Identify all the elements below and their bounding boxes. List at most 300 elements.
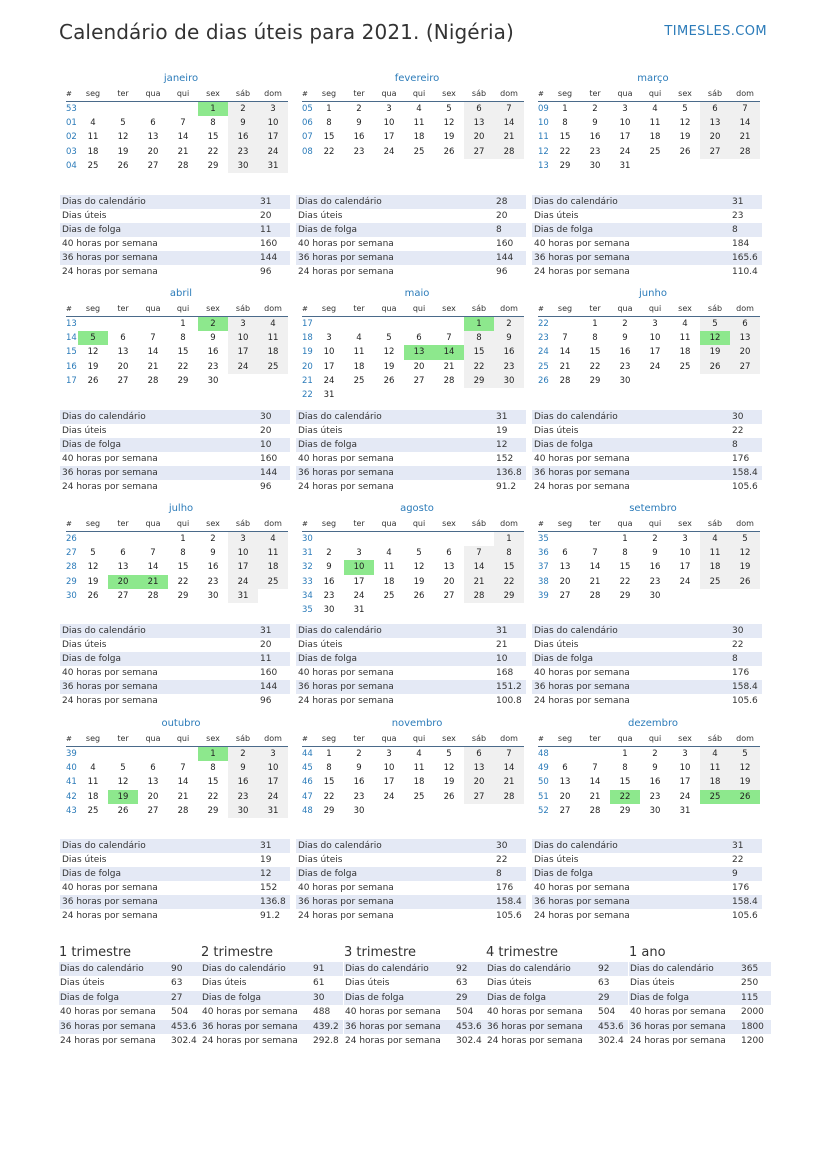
month-table	[66, 731, 288, 818]
stat-row	[60, 237, 290, 251]
stat-row	[60, 466, 290, 480]
day-cell	[700, 374, 730, 388]
day-cell	[168, 747, 198, 762]
day-cell: 19	[117, 146, 129, 157]
day-cell: 17	[383, 132, 395, 143]
weekday-header: dom	[730, 301, 760, 317]
stat-label: 40 horas por semana	[62, 883, 158, 893]
day-cell: 23	[228, 790, 258, 804]
stat-value: 176	[496, 883, 514, 893]
holiday-cell: 1	[464, 317, 494, 332]
stat-row	[532, 624, 762, 638]
day-cell: 5	[416, 548, 422, 559]
day-cell: 21	[730, 130, 760, 144]
day-cell: 19	[730, 775, 760, 789]
day-cell: 17	[679, 777, 691, 788]
month-table	[302, 86, 524, 159]
day-cell	[374, 388, 404, 402]
week-number: 10	[538, 118, 549, 129]
stat-row	[60, 694, 290, 708]
stat-row	[296, 895, 526, 909]
day-cell: 14	[494, 116, 524, 130]
stat-value: 20	[496, 211, 508, 221]
day-cell: 3	[258, 747, 288, 762]
day-cell: 29	[619, 590, 631, 601]
stat-row	[60, 452, 290, 466]
stat-value: 92	[598, 964, 610, 974]
month-table	[538, 516, 760, 603]
day-cell: 25	[258, 360, 288, 374]
day-cell: 31	[228, 589, 258, 603]
day-cell: 6	[562, 763, 568, 774]
day-cell: 23	[353, 146, 365, 157]
day-cell: 22	[323, 791, 335, 802]
stat-row	[201, 1034, 343, 1048]
stat-value: 158.4	[732, 468, 758, 478]
stat-label: Dias de folga	[487, 992, 547, 1003]
day-cell: 8	[592, 333, 598, 344]
stat-value: 136.8	[496, 468, 522, 478]
day-cell	[314, 532, 344, 547]
week-number: 06	[302, 118, 313, 129]
day-cell: 16	[619, 347, 631, 358]
day-cell: 4	[416, 749, 422, 760]
holiday-cell: 25	[700, 790, 730, 804]
day-cell: 8	[464, 331, 494, 345]
day-cell: 23	[494, 360, 524, 374]
stat-label: Dias úteis	[202, 978, 247, 989]
day-cell: 1	[326, 749, 332, 760]
stat-value: 439.2	[313, 1021, 339, 1032]
day-cell: 12	[679, 118, 691, 129]
week-number: 14	[66, 333, 77, 344]
stat-label: Dias do calendário	[298, 412, 382, 422]
stat-label: Dias do calendário	[62, 626, 146, 636]
month-table	[66, 516, 288, 603]
stat-row	[60, 265, 290, 279]
day-cell: 5	[446, 749, 452, 760]
day-cell: 2	[326, 548, 332, 559]
week-row	[538, 804, 760, 818]
stat-label: Dias úteis	[60, 978, 105, 989]
day-cell: 14	[589, 562, 601, 573]
week-number: 09	[538, 104, 549, 115]
day-cell: 30	[494, 374, 524, 388]
day-cell: 15	[207, 777, 219, 788]
day-cell: 27	[147, 160, 159, 171]
day-cell: 9	[622, 333, 628, 344]
week-number: 12	[538, 146, 549, 157]
week-row	[302, 331, 524, 345]
weekday-header: qua	[610, 86, 640, 102]
week-number: 36	[538, 548, 549, 559]
stat-value: 184	[732, 239, 750, 249]
day-cell: 25	[413, 146, 425, 157]
day-cell: 30	[649, 805, 661, 816]
day-cell: 27	[117, 590, 129, 601]
day-cell: 1	[592, 319, 598, 330]
week-number: 23	[538, 333, 549, 344]
day-cell: 5	[120, 118, 126, 129]
week-number: 20	[302, 361, 313, 372]
stat-row	[296, 666, 526, 680]
stat-label: 36 horas por semana	[298, 682, 394, 692]
day-cell: 18	[87, 791, 99, 802]
stat-label: Dias do calendário	[298, 197, 382, 207]
stat-value: 31	[732, 197, 744, 207]
day-cell	[494, 603, 524, 617]
day-cell: 27	[559, 805, 571, 816]
weekday-header: ter	[108, 86, 138, 102]
stat-row	[60, 881, 290, 895]
stat-label: Dias do calendário	[487, 964, 571, 974]
week-number: 29	[66, 576, 77, 587]
stat-label: 40 horas por semana	[534, 668, 630, 678]
stat-value: 168	[496, 668, 514, 678]
stat-row	[629, 962, 771, 976]
day-cell: 12	[87, 562, 99, 573]
stat-row	[532, 265, 762, 279]
stat-row	[532, 480, 762, 494]
day-cell: 6	[730, 317, 760, 332]
day-cell: 15	[177, 562, 189, 573]
week-number: 15	[66, 347, 77, 358]
stat-value: 61	[313, 978, 325, 989]
stat-label: 40 horas por semana	[62, 239, 158, 249]
holiday-cell: 12	[700, 331, 730, 345]
day-cell: 28	[464, 589, 494, 603]
day-cell: 3	[652, 319, 658, 330]
month-stats	[532, 195, 762, 279]
week-row	[538, 761, 760, 775]
day-cell: 17	[353, 576, 365, 587]
day-cell: 25	[649, 146, 661, 157]
stat-row	[532, 638, 762, 652]
day-cell	[464, 532, 494, 547]
day-cell: 20	[700, 130, 730, 144]
stat-value: 96	[496, 267, 508, 277]
stat-row	[59, 991, 201, 1005]
week-row	[66, 374, 288, 388]
day-cell	[640, 374, 670, 388]
stat-value: 96	[260, 267, 272, 277]
stat-value: 30	[313, 992, 325, 1003]
stat-label: 40 horas por semana	[630, 1007, 726, 1018]
day-cell	[138, 747, 168, 762]
week-row	[66, 575, 288, 589]
week-number-header: #	[302, 731, 314, 747]
weekday-header: seg	[78, 301, 108, 317]
month-stats	[60, 839, 290, 923]
stat-value: 31	[732, 841, 744, 851]
week-number: 11	[538, 132, 549, 143]
weekday-header: seg	[550, 86, 580, 102]
day-cell: 16	[589, 132, 601, 143]
stat-label: Dias úteis	[62, 640, 107, 650]
day-cell: 21	[177, 791, 189, 802]
stat-value: 151.2	[496, 682, 522, 692]
weekday-header-row	[66, 86, 288, 102]
stat-row	[59, 976, 201, 990]
week-number: 02	[66, 132, 77, 143]
week-number: 48	[538, 749, 549, 760]
weekday-header-row	[66, 516, 288, 532]
day-cell: 10	[258, 761, 288, 775]
day-cell: 7	[150, 548, 156, 559]
weekday-header: sáb	[228, 731, 258, 747]
day-cell: 24	[619, 146, 631, 157]
stat-label: Dias úteis	[534, 640, 579, 650]
day-cell: 8	[622, 763, 628, 774]
day-cell: 2	[356, 749, 362, 760]
stat-value: 28	[496, 197, 508, 207]
stat-row	[486, 976, 628, 990]
day-cell: 10	[619, 118, 631, 129]
day-cell: 2	[210, 534, 216, 545]
weekday-header: qui	[640, 301, 670, 317]
weekday-header: dom	[494, 516, 524, 532]
day-cell: 8	[210, 118, 216, 129]
day-cell: 25	[413, 791, 425, 802]
stat-row	[532, 195, 762, 209]
week-number: 21	[302, 375, 313, 386]
month-stats	[296, 839, 526, 923]
weekday-header-row	[302, 86, 524, 102]
stat-label: 24 horas por semana	[298, 267, 394, 277]
day-cell	[344, 532, 374, 547]
stat-row	[532, 209, 762, 223]
day-cell: 27	[700, 145, 730, 159]
day-cell: 24	[258, 145, 288, 159]
day-cell: 1	[180, 319, 186, 330]
weekday-header: qui	[168, 301, 198, 317]
day-cell: 12	[443, 763, 455, 774]
week-number: 04	[66, 160, 77, 171]
weekday-header: qui	[404, 731, 434, 747]
stat-label: 24 horas por semana	[345, 1035, 441, 1046]
day-cell: 17	[258, 130, 288, 144]
day-cell: 10	[679, 548, 691, 559]
day-cell: 18	[413, 777, 425, 788]
stat-row	[296, 410, 526, 424]
day-cell	[108, 102, 138, 117]
week-row	[66, 345, 288, 359]
day-cell: 1	[622, 534, 628, 545]
week-row	[66, 804, 288, 818]
day-cell: 27	[730, 360, 760, 374]
day-cell: 16	[228, 130, 258, 144]
stat-value: 8	[732, 654, 738, 664]
month-name: maio	[404, 288, 430, 299]
day-cell: 23	[353, 791, 365, 802]
week-row	[66, 532, 288, 547]
stat-value: 453.6	[456, 1021, 482, 1032]
stat-label: Dias de folga	[534, 869, 594, 879]
day-cell	[108, 317, 138, 332]
stat-label: Dias de folga	[534, 440, 594, 450]
month-name: setembro	[629, 503, 677, 514]
week-row	[66, 775, 288, 789]
weekday-header: sáb	[228, 516, 258, 532]
day-cell: 28	[443, 375, 455, 386]
stat-label: 24 horas por semana	[62, 696, 158, 706]
day-cell: 12	[117, 777, 129, 788]
day-cell: 7	[562, 333, 568, 344]
day-cell: 9	[228, 116, 258, 130]
week-number: 46	[302, 777, 313, 788]
week-row	[538, 345, 760, 359]
stat-value: 22	[732, 640, 744, 650]
day-cell	[404, 603, 434, 617]
day-cell: 29	[494, 589, 524, 603]
day-cell: 29	[619, 805, 631, 816]
day-cell: 22	[589, 361, 601, 372]
stat-value: 144	[260, 682, 278, 692]
day-cell: 21	[443, 361, 455, 372]
day-cell: 2	[228, 747, 258, 762]
day-cell: 3	[356, 548, 362, 559]
stat-value: 20	[260, 426, 272, 436]
stat-value: 144	[260, 468, 278, 478]
quarter-title: 1 trimestre	[59, 945, 132, 960]
weekday-header-row	[302, 301, 524, 317]
weekday-header: dom	[730, 86, 760, 102]
week-row	[302, 317, 524, 332]
stat-row	[60, 438, 290, 452]
stat-value: 92	[456, 964, 468, 974]
stat-label: 40 horas por semana	[345, 1007, 441, 1018]
day-cell: 20	[117, 361, 129, 372]
weekday-header: seg	[78, 86, 108, 102]
day-cell: 13	[117, 562, 129, 573]
week-row	[66, 761, 288, 775]
stat-value: 10	[260, 440, 272, 450]
week-number-header: #	[302, 86, 314, 102]
stat-value: 158.4	[496, 897, 522, 907]
week-row	[538, 159, 760, 173]
stat-label: Dias de folga	[298, 654, 358, 664]
stat-label: 24 horas por semana	[534, 696, 630, 706]
week-number: 30	[66, 590, 77, 601]
stat-label: 24 horas por semana	[630, 1035, 726, 1046]
stat-row	[296, 480, 526, 494]
week-number: 38	[538, 576, 549, 587]
weekday-header: sáb	[700, 86, 730, 102]
stat-row	[296, 694, 526, 708]
month-name: outubro	[161, 718, 201, 729]
day-cell: 3	[228, 317, 258, 332]
stat-row	[486, 962, 628, 976]
week-row	[302, 145, 524, 159]
stat-row	[532, 424, 762, 438]
day-cell: 15	[323, 777, 335, 788]
week-row	[66, 116, 288, 130]
day-cell	[108, 747, 138, 762]
stat-value: 453.6	[171, 1021, 197, 1032]
stat-label: 40 horas por semana	[298, 454, 394, 464]
holiday-cell: 22	[610, 790, 640, 804]
day-cell: 14	[177, 777, 189, 788]
day-cell: 6	[446, 548, 452, 559]
day-cell: 20	[147, 791, 159, 802]
month-calendar	[66, 287, 288, 388]
stat-value: 8	[732, 225, 738, 235]
stat-label: Dias de folga	[62, 440, 122, 450]
month-stats	[532, 839, 762, 923]
stat-label: Dias de folga	[62, 654, 122, 664]
day-cell: 18	[700, 560, 730, 574]
stat-value: 8	[496, 225, 502, 235]
stat-label: 40 horas por semana	[62, 454, 158, 464]
week-number-header: #	[302, 516, 314, 532]
day-cell: 15	[207, 132, 219, 143]
day-cell: 12	[87, 347, 99, 358]
day-cell: 10	[323, 347, 335, 358]
weekday-header: sex	[434, 301, 464, 317]
week-number: 41	[66, 777, 77, 788]
day-cell: 23	[649, 791, 661, 802]
month-calendar	[538, 717, 760, 818]
stat-label: 36 horas por semana	[62, 682, 158, 692]
stat-value: 1800	[741, 1021, 764, 1032]
month-name: janeiro	[163, 73, 199, 84]
week-row	[302, 130, 524, 144]
day-cell: 20	[559, 576, 571, 587]
week-number-header: #	[538, 731, 550, 747]
stat-value: 105.6	[732, 696, 758, 706]
day-cell: 29	[207, 160, 219, 171]
weekday-header: ter	[580, 731, 610, 747]
day-cell: 29	[177, 590, 189, 601]
day-cell: 20	[730, 345, 760, 359]
week-row	[302, 116, 524, 130]
week-row	[302, 589, 524, 603]
stat-row	[60, 209, 290, 223]
day-cell: 23	[228, 145, 258, 159]
day-cell: 26	[87, 590, 99, 601]
month-calendar	[538, 287, 760, 388]
week-number: 53	[66, 104, 77, 115]
week-row	[302, 102, 524, 117]
brand-link[interactable]: TIMESLES.COM	[664, 24, 767, 39]
stat-label: Dias úteis	[298, 855, 343, 865]
day-cell: 8	[326, 118, 332, 129]
stat-label: Dias úteis	[62, 211, 107, 221]
weekday-header: qua	[138, 301, 168, 317]
week-number: 39	[66, 749, 77, 760]
holiday-cell: 5	[78, 331, 108, 345]
stat-row	[532, 895, 762, 909]
week-row	[302, 388, 524, 402]
day-cell	[730, 589, 760, 603]
stat-label: 40 horas por semana	[534, 454, 630, 464]
stat-row	[296, 839, 526, 853]
stat-row	[60, 867, 290, 881]
week-row	[538, 331, 760, 345]
week-number: 39	[538, 590, 549, 601]
weekday-header: qua	[610, 731, 640, 747]
day-cell: 30	[207, 375, 219, 386]
stat-label: Dias de folga	[298, 869, 358, 879]
week-number: 35	[538, 534, 549, 545]
weekday-header: sáb	[464, 731, 494, 747]
week-number-header: #	[302, 301, 314, 317]
stat-row	[60, 652, 290, 666]
day-cell: 17	[649, 347, 661, 358]
day-cell: 1	[180, 534, 186, 545]
day-cell: 8	[180, 333, 186, 344]
day-cell	[670, 374, 700, 388]
